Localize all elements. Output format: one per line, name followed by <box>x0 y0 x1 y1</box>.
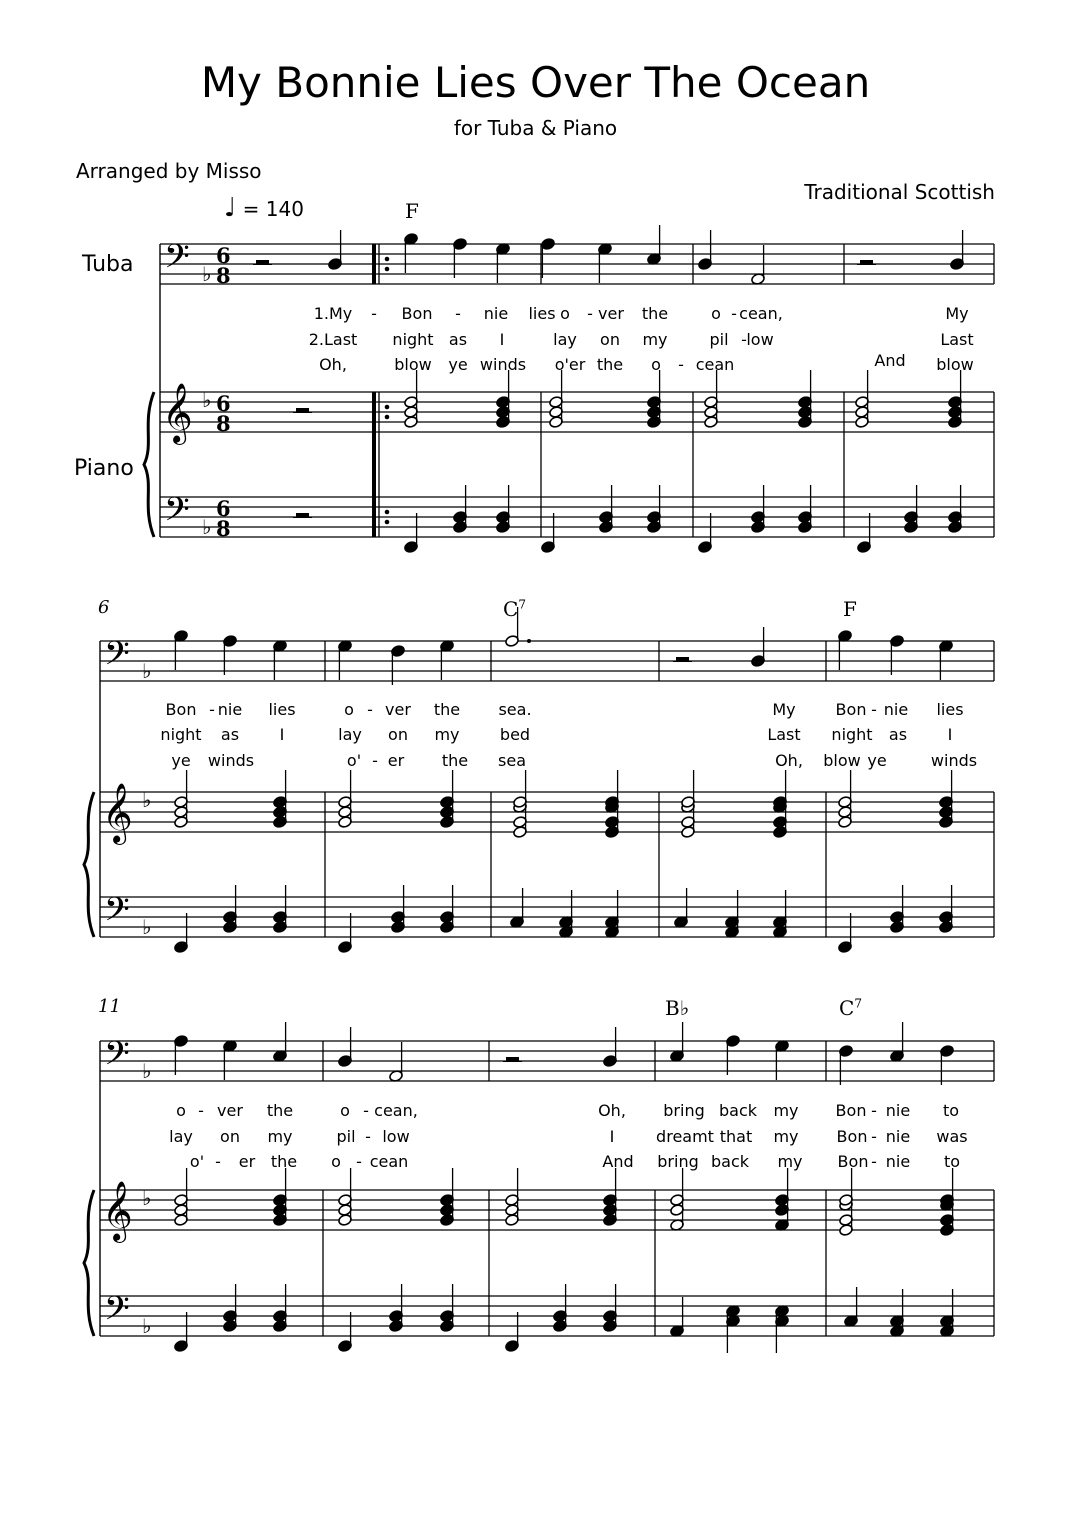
chord-root: F <box>405 199 419 223</box>
bass-clef-icon: 𝄢 <box>104 891 130 937</box>
half-rest-icon <box>296 408 309 413</box>
lyric-syllable: blow <box>394 355 432 374</box>
flat-key-signature-icon: ♭ <box>202 262 212 286</box>
half-rest-icon <box>296 513 309 518</box>
chord-symbol <box>503 597 526 621</box>
bass-clef-icon: 𝄢 <box>104 1290 130 1336</box>
lyric-syllable: the <box>270 1152 298 1171</box>
lyric-hyphen: - <box>198 1101 204 1120</box>
lyric-syllable: as <box>448 330 468 349</box>
composer-credit: Traditional Scottish <box>804 180 995 204</box>
lyric-syllable: Last <box>767 725 801 744</box>
lyric-syllable: o <box>344 700 354 719</box>
lyric-syllable: winds <box>930 751 978 770</box>
lyric-syllable: lay <box>553 330 577 349</box>
lyric-syllable: sea. <box>498 700 532 719</box>
chord-symbol <box>839 996 862 1020</box>
lyric-syllable: o'er <box>554 355 586 374</box>
chord-extension: 7 <box>518 597 526 612</box>
lyric-syllable: lies <box>528 304 556 323</box>
lyric-syllable: nie <box>883 700 909 719</box>
bass-clef-icon: 𝄢 <box>164 238 190 284</box>
lyric-hyphen: - <box>871 1127 877 1146</box>
page-title: My Bonnie Lies Over The Ocean <box>200 58 871 107</box>
lyric-hyphen: - <box>363 1101 369 1120</box>
time-signature-top: 6 <box>216 243 231 268</box>
lyric-syllable: o' <box>189 1152 205 1171</box>
bass-clef-icon: 𝄢 <box>104 1035 130 1081</box>
lyric-syllable: Oh, <box>598 1101 626 1120</box>
repeat-dot <box>385 257 390 262</box>
lyric-syllable: ver <box>598 304 624 323</box>
lyric-syllable: on <box>388 725 408 744</box>
lyric-syllable: I <box>499 330 505 349</box>
lyric-syllable: Bon <box>165 700 197 719</box>
lyric-syllable: Last <box>940 330 974 349</box>
repeat-dot <box>385 415 390 420</box>
lyric-hyphen: - <box>455 304 461 323</box>
lyric-hyphen: - <box>871 1101 877 1120</box>
lyric-syllable: nie <box>885 1127 911 1146</box>
lyric-syllable: cean <box>369 1152 409 1171</box>
lyric-syllable: My <box>772 700 796 719</box>
flat-key-signature-icon: ♭ <box>142 915 152 939</box>
lyric-hyphen: - <box>356 1152 362 1171</box>
lyric-syllable: to <box>942 1101 960 1120</box>
repeat-dot <box>385 405 390 410</box>
time-signature-top: 6 <box>216 496 231 521</box>
piano-brace-icon <box>84 792 94 937</box>
lyric-hyphen: - <box>587 304 593 323</box>
lyric-syllable: 1.My <box>313 304 353 323</box>
repeat-dot <box>385 520 390 525</box>
tempo-value: = 140 <box>242 197 304 221</box>
treble-clef-icon: 𝄞 <box>102 1181 133 1241</box>
lyric-syllable: low <box>382 1127 410 1146</box>
lyric-syllable: night <box>392 330 434 349</box>
instrument-label-piano: Piano <box>74 456 134 481</box>
lyric-syllable: to <box>943 1152 961 1171</box>
lyric-syllable: that <box>719 1127 753 1146</box>
dot <box>527 639 531 643</box>
lyric-syllable: Bon <box>835 700 867 719</box>
chord-root: C <box>503 597 519 621</box>
lyric-syllable: my <box>773 1127 799 1146</box>
flat-key-signature-icon: ♭ <box>202 388 212 412</box>
piano-brace-icon <box>144 392 154 537</box>
lyric-hyphen: - <box>871 700 877 719</box>
lyric-syllable: o <box>340 1101 350 1120</box>
lyric-syllable: er <box>238 1152 256 1171</box>
lyric-hyphen: - <box>209 700 215 719</box>
lyric-syllable: bring <box>663 1101 705 1120</box>
flat-key-signature-icon: ♭ <box>142 659 152 683</box>
lyric-syllable: ye <box>171 751 191 770</box>
time-signature-bottom: 8 <box>216 411 231 436</box>
lyric-syllable: bed <box>499 725 531 744</box>
lyric-hyphen: - <box>372 751 378 770</box>
lyric-syllable: Bon <box>401 304 433 323</box>
lyric-syllable: nie <box>483 304 509 323</box>
flat-key-signature-icon: ♭ <box>142 788 152 812</box>
chord-root: B♭ <box>665 996 690 1020</box>
half-rest-icon <box>256 260 269 265</box>
lyric-hyphen: - <box>871 1152 877 1171</box>
bass-clef-icon: 𝄢 <box>104 635 130 681</box>
lyric-syllable: ye <box>448 355 468 374</box>
lyric-syllable: ver <box>385 700 411 719</box>
lyric-syllable: the <box>433 700 461 719</box>
tempo-marking <box>224 193 304 223</box>
chord-root: C <box>839 996 855 1020</box>
lyric-syllable: I <box>609 1127 615 1146</box>
repeat-thick-barline <box>372 392 376 537</box>
quarter-note-icon: ♩ <box>224 193 237 223</box>
lyric-syllable: Oh, <box>319 355 347 374</box>
chord-symbol <box>665 996 689 1020</box>
lyric-syllable: my <box>642 330 668 349</box>
lyric-syllable: back <box>710 1152 750 1171</box>
lyric-syllable: bring <box>657 1152 699 1171</box>
time-signature-top: 6 <box>216 391 231 416</box>
lyric-syllable: lies <box>268 700 296 719</box>
lyric-hyphen: - <box>741 330 747 349</box>
lyric-syllable: the <box>641 304 669 323</box>
lyric-syllable: sea <box>498 751 526 770</box>
lyric-syllable: Bon <box>836 1127 868 1146</box>
lyric-syllable: nie <box>217 700 243 719</box>
lyric-syllable: my <box>434 725 460 744</box>
page-subtitle: for Tuba & Piano <box>453 116 618 140</box>
lyric-syllable: as <box>888 725 908 744</box>
lyric-syllable: lies <box>936 700 964 719</box>
lyric-hyphen: - <box>371 304 377 323</box>
lyric-syllable: nie <box>885 1101 911 1120</box>
lyric-syllable: as <box>220 725 240 744</box>
lyric-syllable: my <box>267 1127 293 1146</box>
lyric-syllable: on <box>600 330 620 349</box>
lyric-syllable: o <box>651 355 661 374</box>
lyric-syllable: back <box>718 1101 758 1120</box>
lyric-hyphen: - <box>678 355 684 374</box>
lyric-syllable: blow <box>936 355 974 374</box>
lyric-syllable: pil <box>336 1127 356 1146</box>
lyric-syllable: night <box>160 725 202 744</box>
lyric-syllable: My <box>945 304 969 323</box>
lyric-syllable: ver <box>217 1101 243 1120</box>
lyric-syllable: blow <box>823 751 861 770</box>
lyric-syllable: ye <box>867 751 887 770</box>
lyric-syllable: Bon <box>835 1101 867 1120</box>
flat-key-signature-icon: ♭ <box>142 1186 152 1210</box>
chord-symbol <box>843 597 857 621</box>
lyric-syllable: night <box>831 725 873 744</box>
half-rest-icon <box>506 1057 519 1062</box>
lyric-syllable: on <box>220 1127 240 1146</box>
lyric-syllable: my <box>773 1101 799 1120</box>
lyric-syllable: Oh, <box>775 751 803 770</box>
lyric-syllable: lay <box>169 1127 193 1146</box>
lyric-syllable: o' <box>346 751 362 770</box>
half-rest-icon <box>676 657 689 662</box>
lyric-syllable: the <box>441 751 469 770</box>
lyric-syllable: dreamt <box>656 1127 714 1146</box>
lyric-hyphen: - <box>731 304 737 323</box>
chord-root: F <box>843 597 857 621</box>
piano-brace-icon <box>84 1190 94 1336</box>
time-signature-bottom: 8 <box>216 516 231 541</box>
lyric-syllable: the <box>596 355 624 374</box>
lyric-syllable: And <box>874 351 906 370</box>
lyric-hyphen: - <box>367 700 373 719</box>
lyric-syllable: cean, <box>739 304 783 323</box>
lyric-hyphen: - <box>215 1152 221 1171</box>
arranger-credit: Arranged by Misso <box>76 159 262 183</box>
lyric-syllable: 2.Last <box>308 330 358 349</box>
lyric-syllable: nie <box>885 1152 911 1171</box>
lyric-syllable: the <box>266 1101 294 1120</box>
lyric-syllable: low <box>746 330 774 349</box>
measure-number: 6 <box>98 597 110 618</box>
lyric-syllable: cean <box>695 355 735 374</box>
chord-extension: 7 <box>854 996 862 1011</box>
bass-clef-icon: 𝄢 <box>164 491 190 537</box>
lyric-syllable: o <box>331 1152 341 1171</box>
lyric-hyphen: - <box>365 1127 371 1146</box>
lyric-syllable: pil <box>709 330 729 349</box>
lyric-syllable: And <box>602 1152 634 1171</box>
lyric-syllable: was <box>936 1127 968 1146</box>
half-rest-icon <box>860 260 873 265</box>
flat-key-signature-icon: ♭ <box>202 515 212 539</box>
repeat-dot <box>385 510 390 515</box>
treble-clef-icon: 𝄞 <box>162 383 193 443</box>
lyric-syllable: my <box>777 1152 803 1171</box>
lyric-syllable: o <box>711 304 721 323</box>
flat-key-signature-icon: ♭ <box>142 1059 152 1083</box>
repeat-dot <box>385 267 390 272</box>
lyric-syllable: I <box>279 725 285 744</box>
lyric-syllable: o <box>560 304 570 323</box>
flat-key-signature-icon: ♭ <box>142 1314 152 1338</box>
lyric-syllable: winds <box>207 751 255 770</box>
lyric-syllable: lay <box>338 725 362 744</box>
lyric-syllable: winds <box>479 355 527 374</box>
lyric-syllable: cean, <box>374 1101 418 1120</box>
time-signature-bottom: 8 <box>216 263 231 288</box>
lyric-syllable: er <box>387 751 405 770</box>
lyric-syllable: I <box>947 725 953 744</box>
measure-number: 11 <box>98 996 121 1017</box>
lyric-syllable: o <box>176 1101 186 1120</box>
lyric-syllable: Bon <box>837 1152 869 1171</box>
treble-clef-icon: 𝄞 <box>102 783 133 843</box>
chord-symbol <box>405 199 419 223</box>
instrument-label-tuba: Tuba <box>82 252 134 277</box>
repeat-thick-barline <box>372 244 376 284</box>
